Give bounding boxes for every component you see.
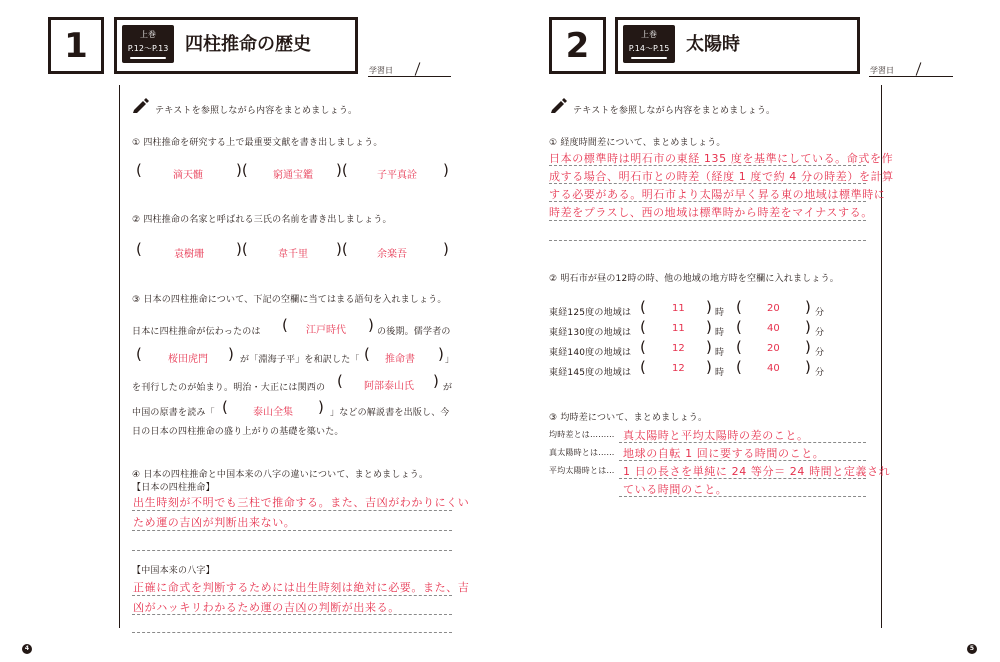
paren-close: ) bbox=[805, 338, 811, 356]
paren-close: ) bbox=[805, 318, 811, 336]
paren-close-open: )( bbox=[336, 240, 348, 258]
question-3: ③ 均時差について、まとめましょう。 bbox=[549, 413, 708, 423]
answer-field[interactable]: 阿部泰山氏 bbox=[364, 381, 414, 392]
row-label: 東経145度の地域は bbox=[549, 368, 632, 378]
paren-close: ) bbox=[438, 345, 444, 363]
paren-close: ) bbox=[805, 358, 811, 376]
row-label: 東経140度の地域は bbox=[549, 348, 632, 358]
hour-field[interactable]: 11 bbox=[672, 303, 685, 314]
chapter-number-2: 2 bbox=[549, 17, 606, 74]
handwritten-answer[interactable]: 真太陽時と平均太陽時の差のこと。 bbox=[623, 429, 809, 442]
paren-close: ) bbox=[443, 240, 449, 258]
handwritten-answer[interactable]: 凶がハッキリわかるため運の吉凶の判断が出来る。 bbox=[133, 601, 400, 614]
paren-open: ( bbox=[736, 318, 742, 336]
handwritten-answer[interactable]: 1 日の長さを単純に 24 等分＝ 24 時間と定義され bbox=[623, 465, 891, 478]
answer-line bbox=[132, 510, 452, 511]
minute-unit: 分 bbox=[815, 368, 825, 378]
hour-unit: 時 bbox=[715, 328, 725, 338]
body-text: の後期。儒学者の bbox=[377, 327, 451, 337]
paren-close: ) bbox=[228, 345, 234, 363]
answer-line bbox=[132, 595, 452, 596]
paren-close: ) bbox=[433, 372, 439, 390]
answer-line bbox=[132, 550, 452, 551]
paren-open: ( bbox=[640, 338, 646, 356]
paren-open: ( bbox=[640, 298, 646, 316]
question-3: ③ 日本の四柱推命について、下記の空欄に当てはまる語句を入れましょう。 bbox=[132, 295, 447, 305]
answer-line bbox=[549, 201, 866, 202]
pencil-icon bbox=[131, 96, 149, 114]
question-4: ④ 日本の四柱推命と中国本来の八字の違いについて、まとめましょう。 bbox=[132, 470, 429, 480]
paren-open: ( bbox=[136, 240, 142, 258]
paren-open: ( bbox=[337, 372, 343, 390]
minute-field[interactable]: 20 bbox=[767, 343, 780, 354]
instruction-text: テキストを参照しながら内容をまとめましょう。 bbox=[573, 106, 776, 116]
answer-field[interactable]: 韋千里 bbox=[278, 249, 308, 260]
answer-line bbox=[549, 240, 866, 241]
body-text: 日の日本の四柱推命の盛り上がりの基礎を築いた。 bbox=[132, 427, 344, 437]
question-2: ② 四柱推命の名家と呼ばれる三氏の名前を書き出しましょう。 bbox=[132, 215, 392, 225]
paren-close-open: )( bbox=[236, 161, 248, 179]
chapter-number-1: 1 bbox=[48, 17, 104, 74]
answer-line bbox=[132, 632, 452, 633]
body-text: が bbox=[443, 383, 453, 393]
paren-open: ( bbox=[736, 338, 742, 356]
answer-line bbox=[619, 460, 866, 461]
paren-close: ) bbox=[706, 358, 712, 376]
paren-close: ) bbox=[443, 161, 449, 179]
handwritten-answer[interactable]: 正確に命式を判断するためには出生時刻は絶対に必要。また、吉 bbox=[133, 581, 470, 594]
paren-close: ) bbox=[368, 316, 374, 334]
body-text: を刊行したのが始まり。明治・大正には関西の bbox=[132, 383, 326, 393]
chapter-title: 四柱推命の歴史 bbox=[185, 34, 311, 55]
answer-field[interactable]: 泰山全集 bbox=[253, 407, 293, 418]
paren-open: ( bbox=[736, 358, 742, 376]
paren-open: ( bbox=[364, 345, 370, 363]
answer-field[interactable]: 子平真詮 bbox=[377, 170, 417, 181]
handwritten-answer[interactable]: 成する場合、明石市との時差（経度 1 度で約 4 分の時差）を計算 bbox=[549, 170, 894, 183]
answer-line bbox=[619, 478, 866, 479]
minute-field[interactable]: 40 bbox=[767, 363, 780, 374]
book-icon: 上巻 P.12～P.13 bbox=[122, 25, 174, 63]
hour-unit: 時 bbox=[715, 368, 725, 378]
answer-line bbox=[549, 220, 866, 221]
paren-open: ( bbox=[736, 298, 742, 316]
handwritten-answer[interactable]: 地球の自転 1 回に要する時間のこと。 bbox=[623, 447, 825, 460]
answer-field[interactable]: 余楽吾 bbox=[377, 249, 407, 260]
pencil-icon bbox=[549, 96, 567, 114]
answer-line bbox=[132, 614, 452, 615]
hour-field[interactable]: 12 bbox=[672, 343, 685, 354]
answer-line bbox=[549, 165, 866, 166]
right-margin-line bbox=[881, 85, 882, 628]
answer-field[interactable]: 窮通宝鑑 bbox=[273, 170, 313, 181]
answer-field[interactable]: 推命書 bbox=[385, 354, 415, 365]
minute-unit: 分 bbox=[815, 308, 825, 318]
hour-field[interactable]: 12 bbox=[672, 363, 685, 374]
chapter-title: 太陽時 bbox=[686, 34, 740, 55]
body-text: 」などの解説書を出版し、今 bbox=[330, 408, 450, 418]
page-number: 5 bbox=[967, 644, 977, 654]
study-date-line[interactable] bbox=[368, 76, 451, 77]
body-text: 」 bbox=[445, 355, 455, 365]
body-text: 日本に四柱推命が伝わったのは bbox=[132, 327, 261, 337]
paren-close: ) bbox=[706, 318, 712, 336]
term-label: 真太陽時とは…… bbox=[549, 448, 615, 457]
handwritten-answer[interactable]: ため運の吉凶が判断出来ない。 bbox=[133, 516, 296, 529]
question-1: ① 経度時間差について、まとめましょう。 bbox=[549, 138, 726, 148]
row-label: 東経125度の地域は bbox=[549, 308, 632, 318]
answer-field[interactable]: 袁樹珊 bbox=[174, 249, 204, 260]
question-2: ② 明石市が昼の12時の時、他の地域の地方時を空欄に入れましょう。 bbox=[549, 274, 839, 284]
handwritten-answer[interactable]: 時差をプラスし、西の地域は標準時から時差をマイナスする。 bbox=[549, 206, 873, 219]
minute-field[interactable]: 20 bbox=[767, 303, 780, 314]
answer-line bbox=[549, 183, 866, 184]
body-text: が「淵海子平」を和訳した「 bbox=[240, 355, 360, 365]
minute-unit: 分 bbox=[815, 328, 825, 338]
study-date-line[interactable] bbox=[869, 76, 953, 77]
paren-close: ) bbox=[706, 338, 712, 356]
handwritten-answer[interactable]: する必要がある。明石市より太陽が早く昇る東の地域は標準時に bbox=[549, 188, 886, 201]
study-date-label: 学習日 bbox=[870, 66, 894, 75]
instruction-text: テキストを参照しながら内容をまとめましょう。 bbox=[155, 106, 358, 116]
page-number: 4 bbox=[22, 644, 32, 654]
study-date-label: 学習日 bbox=[369, 66, 393, 75]
paren-close-open: )( bbox=[236, 240, 248, 258]
term-label: 平均太陽時とは… bbox=[549, 466, 615, 475]
answer-field[interactable]: 桜田虎門 bbox=[168, 354, 208, 365]
paren-open: ( bbox=[640, 318, 646, 336]
minute-field[interactable]: 40 bbox=[767, 323, 780, 334]
section-heading: 【日本の四柱推命】 bbox=[132, 483, 215, 493]
left-margin-line bbox=[119, 85, 120, 628]
study-date-slash bbox=[415, 62, 421, 75]
book-icon: 上巻 P.14～P.15 bbox=[623, 25, 675, 63]
term-label: 均時差とは……… bbox=[549, 430, 615, 439]
paren-close-open: )( bbox=[336, 161, 348, 179]
hour-unit: 時 bbox=[715, 348, 725, 358]
paren-open: ( bbox=[136, 161, 142, 179]
paren-close: ) bbox=[318, 398, 324, 416]
paren-close: ) bbox=[706, 298, 712, 316]
handwritten-answer[interactable]: 出生時刻が不明でも三柱で推命する。また、吉凶がわかりにくい bbox=[133, 496, 470, 509]
hour-unit: 時 bbox=[715, 308, 725, 318]
row-label: 東経130度の地域は bbox=[549, 328, 632, 338]
minute-unit: 分 bbox=[815, 348, 825, 358]
answer-line bbox=[619, 442, 866, 443]
answer-field[interactable]: 江戸時代 bbox=[306, 325, 346, 336]
chapter-title-box bbox=[114, 17, 358, 74]
paren-open: ( bbox=[282, 316, 288, 334]
answer-field[interactable]: 滴天髄 bbox=[173, 170, 203, 181]
handwritten-answer[interactable]: ている時間のこと。 bbox=[623, 483, 728, 496]
section-heading: 【中国本来の八字】 bbox=[132, 566, 215, 576]
handwritten-answer[interactable]: 日本の標準時は明石市の東経 135 度を基準にしている。命式を作 bbox=[549, 152, 894, 165]
body-text: 中国の原書を読み「 bbox=[132, 408, 215, 418]
study-date-slash bbox=[916, 62, 922, 75]
answer-line bbox=[132, 530, 452, 531]
paren-open: ( bbox=[640, 358, 646, 376]
answer-line bbox=[619, 496, 866, 497]
question-1: ① 四柱推命を研究する上で最重要文献を書き出しましょう。 bbox=[132, 138, 383, 148]
paren-open: ( bbox=[222, 398, 228, 416]
hour-field[interactable]: 11 bbox=[672, 323, 685, 334]
chapter-title-box bbox=[615, 17, 860, 74]
paren-close: ) bbox=[805, 298, 811, 316]
paren-open: ( bbox=[136, 345, 142, 363]
